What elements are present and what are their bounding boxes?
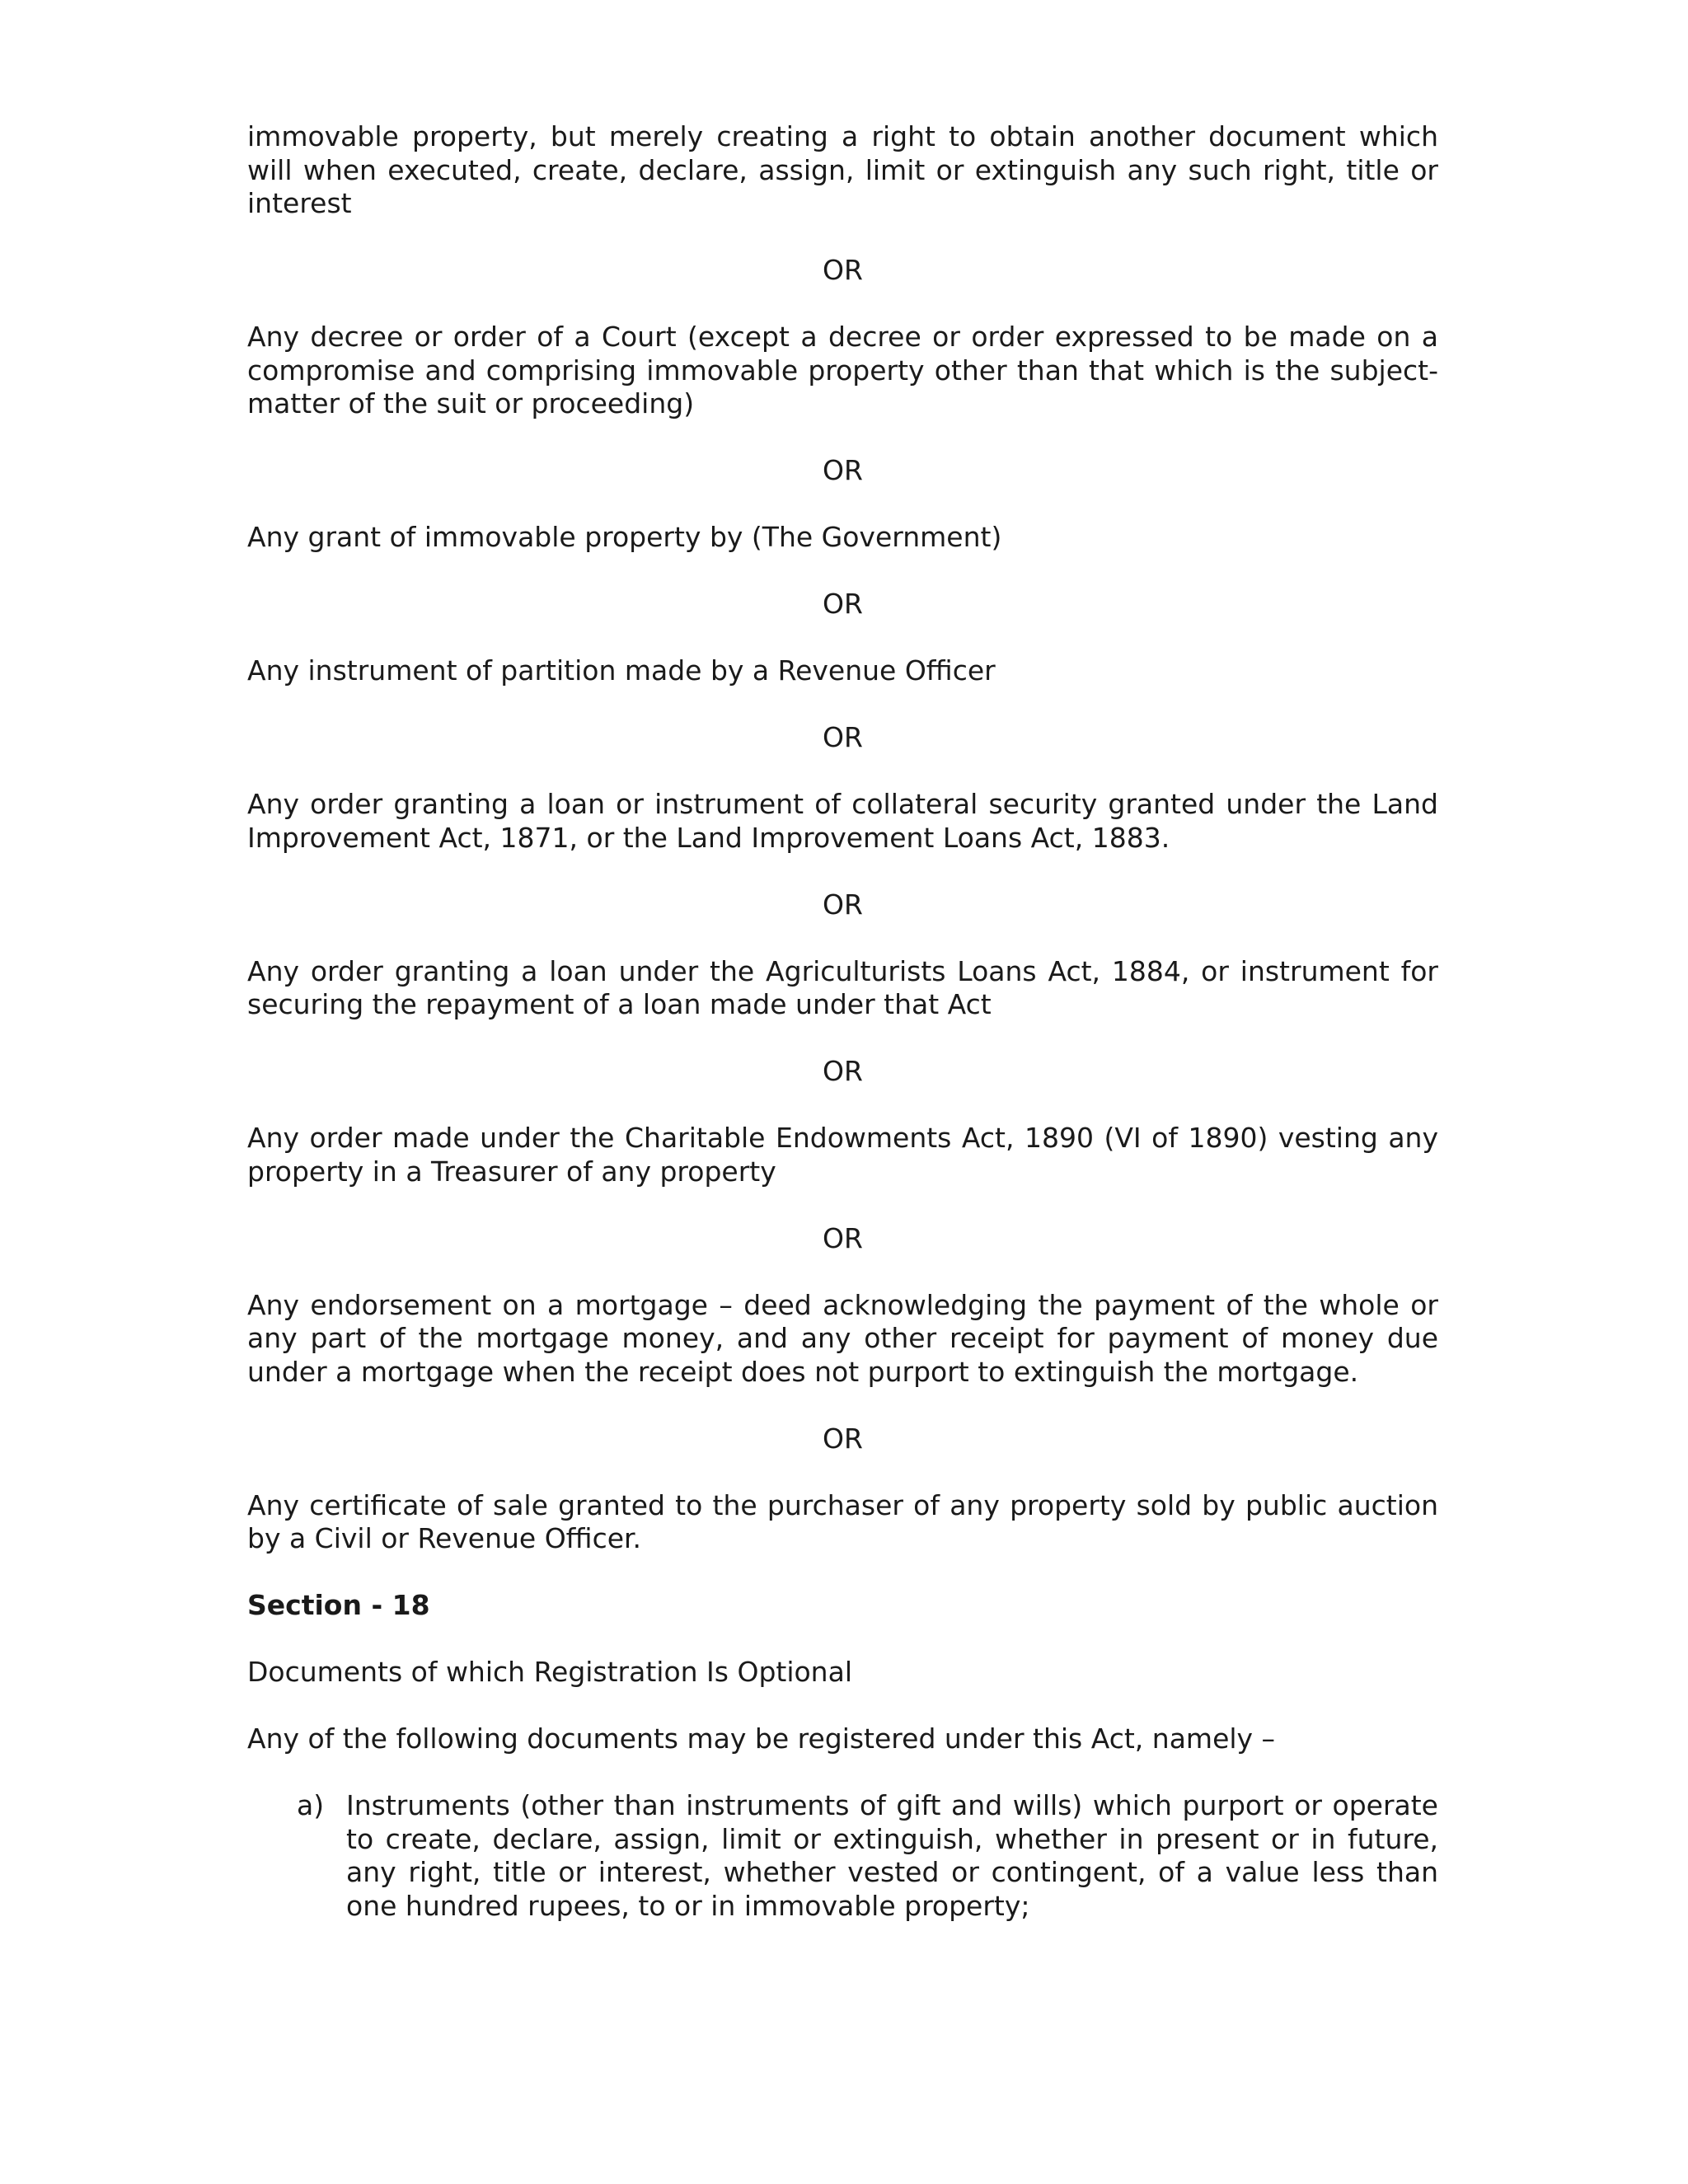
paragraph-agriculturists-loans: Any order granting a loan under the Agriculturists Loans Act, 1884, or instrument for securing the repayment of a loan made under that Act <box>247 954 1438 1020</box>
paragraph-mortgage-endorsement: Any endorsement on a mortgage – deed acknowledging the payment of the whole or any part of the mortgage money, and any other receipt for payment of money due under a mortgage when the receipt does not purport to extinguish the mortgage. <box>247 1288 1438 1388</box>
section-heading: Section - 18 <box>247 1589 430 1621</box>
or-separator: OR <box>823 588 863 620</box>
paragraph-partition: Any instrument of partition made by a Revenue Officer <box>247 654 996 687</box>
or-separator: OR <box>823 1221 863 1254</box>
or-separator: OR <box>823 1422 863 1455</box>
paragraph-charitable-endowments: Any order made under the Charitable Endowments Act, 1890 (VI of 1890) vesting any property in a Treasurer of any property <box>247 1122 1438 1188</box>
or-separator: OR <box>823 1055 863 1087</box>
paragraph-government-grant: Any grant of immovable property by (The Government) <box>247 521 1002 553</box>
or-separator: OR <box>823 454 863 486</box>
section-subtitle: Documents of which Registration Is Optional <box>247 1656 852 1688</box>
list-item-text: Instruments (other than instruments of gift and wills) which purport or operate to create, declare, assign, limit or extinguish, whether in present or in future, any right, title or interest, whether vested or contingent, of a value less than one hundred rupees, to or in immovable property; <box>346 1789 1438 1922</box>
section-intro: Any of the following documents may be registered under this Act, namely – <box>247 1722 1276 1755</box>
or-separator: OR <box>823 254 863 286</box>
paragraph-land-improvement: Any order granting a loan or instrument of collateral security granted under the Land Improvement Act, 1871, or the Land Improvement Loans Act, 1883. <box>247 788 1438 854</box>
list-marker: a) <box>297 1789 325 1821</box>
document-page <box>247 120 1438 1923</box>
list-item <box>247 1789 1438 1923</box>
or-separator: OR <box>823 888 863 921</box>
paragraph-continuation: immovable property, but merely creating a right to obtain another document which will when executed, create, declare, assign, limit or extinguish any such right, title or interest <box>247 120 1438 219</box>
paragraph-court-decree: Any decree or order of a Court (except a decree or order expressed to be made on a compromise and comprising immovable property other than that which is the subject-matter of the suit or proceeding) <box>247 321 1438 419</box>
or-separator: OR <box>823 721 863 753</box>
paragraph-certificate-of-sale: Any certificate of sale granted to the purchaser of any property sold by public auction by a Civil or Revenue Officer. <box>247 1488 1438 1554</box>
